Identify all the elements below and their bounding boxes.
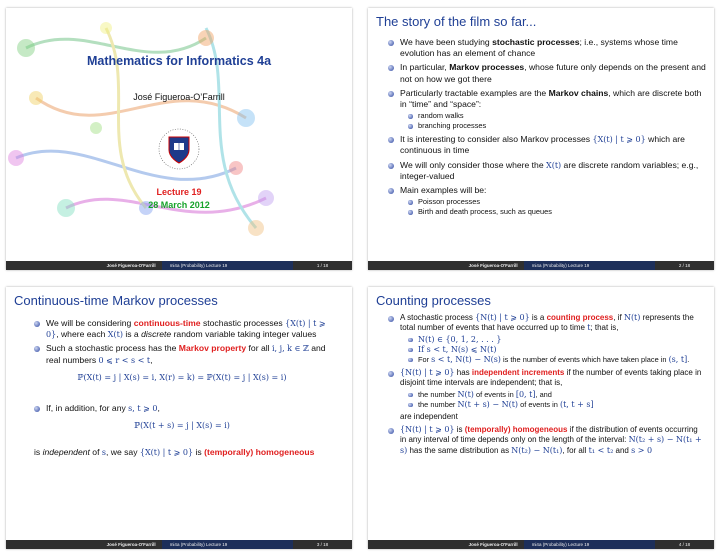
sub-bullet: If s < t, N(s) ⩽ N(t) — [408, 345, 706, 355]
sub-bullet: Poisson processes — [408, 197, 706, 207]
sub-bullet: random walks — [408, 111, 706, 121]
bullet: It is interesting to consider also Markov processes {X(t) | t ⩾ 0} which are continuous in time — [388, 134, 706, 156]
slide-story-so-far — [368, 8, 714, 270]
sub-bullet: Birth and death process, such as queues — [408, 207, 706, 217]
slide-title — [6, 8, 352, 270]
slide-title: The story of the film so far... — [376, 14, 537, 29]
footer-course: mi4a (Probability) Lecture 19 — [162, 261, 293, 270]
bullet: {N(t) | t ⩾ 0} is (temporally) homogeneous if the distribution of events occurring in any interval of time depends only on the length of the interval: N(t₂ + s) − N(t₁ + s) has the same distribution as N(t₂) − N(t₁), for all t₁ < t₂ and s > 0 — [388, 425, 706, 456]
lecture-number: Lecture 19 — [156, 187, 202, 197]
footer-author: José Figueroa-O'Farrill — [468, 542, 518, 547]
footer-page: 4 / 18 — [678, 542, 691, 547]
sub-bullet: branching processes — [408, 121, 706, 131]
equation-markov-property: ℙ(X(t) = j | X(s) = i, X(r) = k) = ℙ(X(t) = j | X(s) = i) — [77, 372, 287, 382]
slide-content — [388, 37, 706, 220]
bullet: We have been studying stochastic processes; i.e., systems whose time evolution has an element of chance — [388, 37, 706, 59]
slide-footer — [368, 540, 714, 549]
homogeneous-definition: is independent of s, we say {X(t) | t ⩾ 0} is (temporally) homogeneous — [34, 447, 315, 458]
slide-footer — [368, 261, 714, 270]
footer-page: 2 / 18 — [678, 263, 691, 268]
bullet: Such a stochastic process has the Markov property for all i, j, k ∈ ℤ and real numbers 0 ⩽ r < s < t, — [34, 343, 340, 365]
slide-content — [388, 313, 706, 459]
slide-counting-processes — [368, 287, 714, 549]
footer-page: 3 / 18 — [316, 542, 329, 547]
footer-course: mi4a (Probability) Lecture 19 — [524, 261, 655, 270]
footer-course: mi4a (Probability) Lecture 19 — [524, 540, 655, 549]
sub-bullet: the number N(t) of events in [0, t], and — [408, 390, 706, 400]
slide-title: Counting processes — [376, 293, 491, 308]
slide-title: Continuous-time Markov processes — [14, 293, 218, 308]
footer-author: José Figueroa-O'Farrill — [468, 263, 518, 268]
footer-author: José Figueroa-O'Farrill — [106, 542, 156, 547]
footer-course: mi4a (Probability) Lecture 19 — [162, 540, 293, 549]
bullet: If, in addition, for any s, t ⩾ 0, — [34, 403, 340, 414]
sub-bullet: the number N(t + s) − N(t) of events in (t, t + s] — [408, 400, 706, 410]
bullet: A stochastic process {N(t) | t ⩾ 0} is a counting process, if N(t) represents the total number of events that have occurred up to time t; that is, N(t) ∈ {0, 1, 2, . . . } If s < t, N(s) ⩽ N(t) For s < t, N(t) − N(s) is the number of events which have taken place in (s, t]. — [388, 313, 706, 365]
sub-bullet: N(t) ∈ {0, 1, 2, . . . } — [408, 335, 706, 345]
bullet: We will be considering continuous-time stochastic processes {X(t) | t ⩾ 0}, where each X(t) is a discrete random variable taking integer values — [34, 318, 340, 340]
sub-bullet: For s < t, N(t) − N(s) is the number of events which have taken place in (s, t]. — [408, 355, 706, 365]
slide-footer — [6, 540, 352, 549]
presentation-title: Mathematics for Informatics 4a — [86, 54, 272, 68]
equation-homogeneous: ℙ(X(t + s) = j | X(s) = i) — [134, 421, 230, 431]
slide-footer — [6, 261, 352, 270]
bullet: Particularly tractable examples are the Markov chains, which are discrete both in “time” and “space”: random walks branching processes — [388, 88, 706, 131]
university-crest-icon — [158, 128, 200, 170]
presentation-author: José Figueroa-O’Farrill — [133, 92, 225, 102]
bullet: In particular, Markov processes, whose future only depends on the present and not on how we got there — [388, 62, 706, 84]
footer-page: 1 / 18 — [316, 263, 329, 268]
bullet: We will only consider those where the X(t) are discrete random variables; e.g., integer-valued — [388, 160, 706, 182]
footer-author: José Figueroa-O'Farrill — [106, 263, 156, 268]
bullet: {N(t) | t ⩾ 0} has independent increments if the number of events taking place in disjoint time intervals are independent; that is, the number N(t) of events in [0, t], and the number N(t + s) − N(t) of events in (t, t + s] are independent — [388, 368, 706, 422]
slide-content — [34, 318, 340, 459]
lecture-date: 28 March 2012 — [148, 200, 210, 210]
slide-continuous-time-markov — [6, 287, 352, 549]
bullet: Main examples will be: Poisson processes Birth and death process, such as queues — [388, 185, 706, 217]
